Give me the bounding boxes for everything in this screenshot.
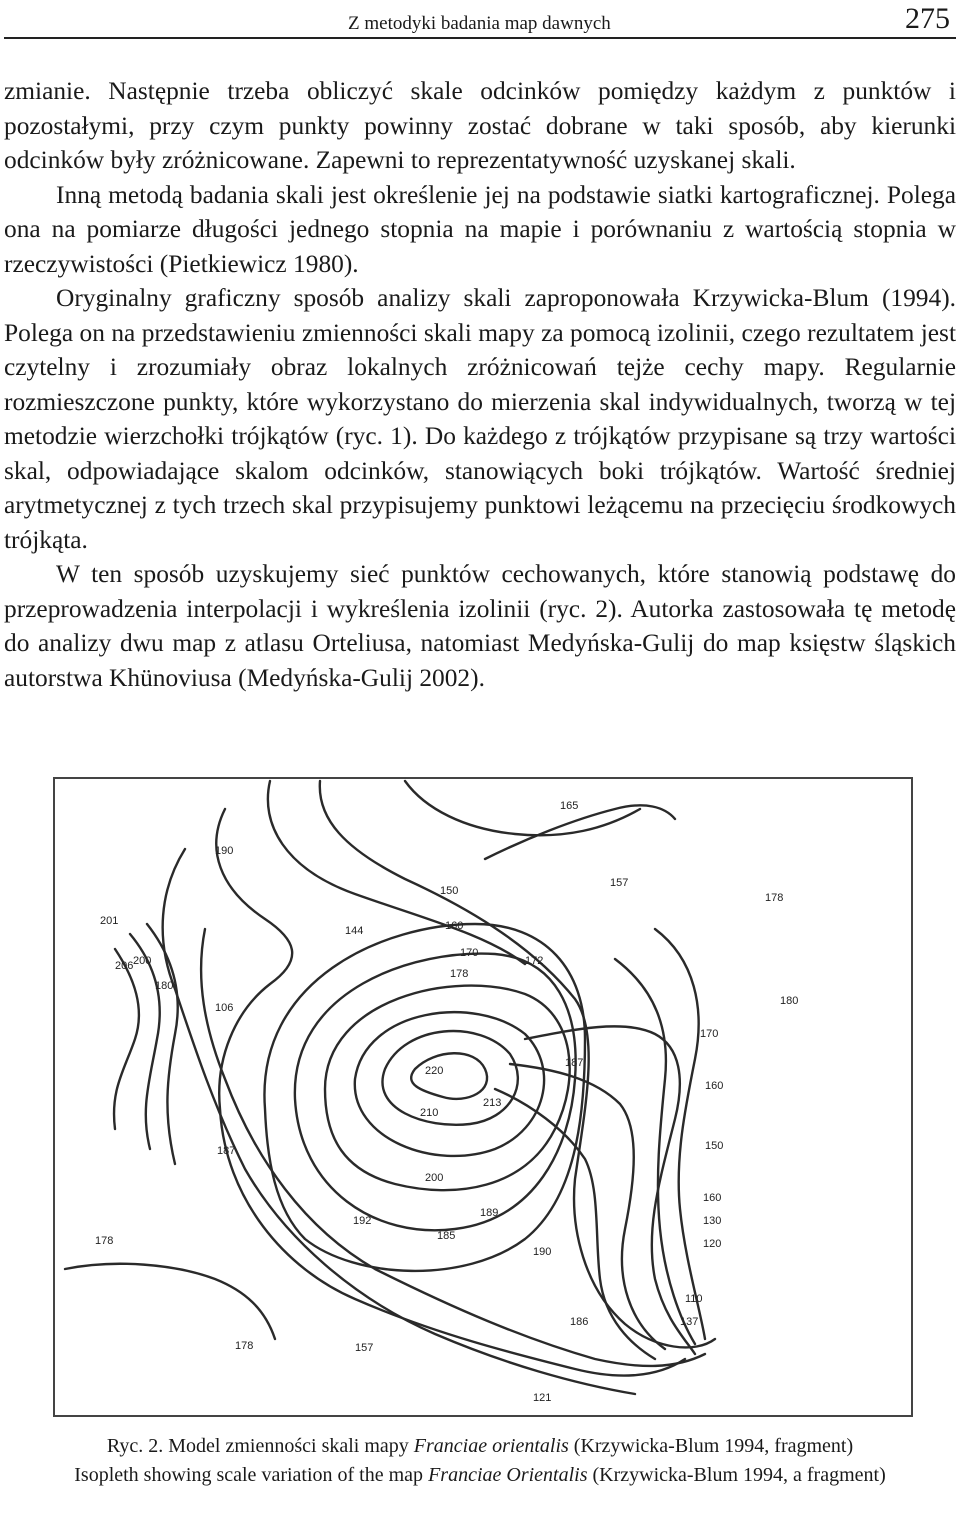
- isoline-right-2: [510, 1064, 665, 1349]
- isoline-ring-4: [325, 986, 570, 1191]
- isoline-right-1: [525, 1026, 695, 1354]
- paragraph-2: Inną metodą badania skali jest określenie jej na podstawie siatki kartograficznej. Polega ona na pomiarze długości jednego stopnia na mapie i porównaniu z wartością stopnia w rzeczywistości (Pietkiewicz 1980).: [4, 180, 956, 278]
- point-label: 190: [533, 1246, 552, 1258]
- caption-english-suffix: (Krzywicka-Blum 1994, a fragment): [587, 1463, 886, 1486]
- caption-polish-suffix: (Krzywicka-Blum 1994, fragment): [568, 1435, 854, 1457]
- isopleth-map: [55, 779, 911, 1415]
- point-label: 189: [480, 1207, 499, 1219]
- point-label: 178: [95, 1235, 114, 1247]
- paragraph-4: W ten sposób uzyskujemy sieć punktów cechowanych, które stanowią podstawę do przeprowadzenia interpolacji i wykreślenia izolinii (ryc. 2). Autorka zastosowała tę metodę do analizy dwu map z atlasu Orteliusa, natomiast Medyńska-Gulij do map księstw śląskich autorstwa Khünoviusa (Medyńska-Gulij 2002).: [4, 560, 956, 692]
- point-label: 157: [355, 1342, 374, 1354]
- caption-english-prefix: Isopleth showing scale variation of the map: [74, 1463, 429, 1486]
- point-label: 190: [215, 845, 234, 857]
- isoline-ring-2: [382, 1031, 517, 1125]
- page-number: 275: [905, 2, 950, 35]
- isopleth-map-figure: [53, 777, 913, 1417]
- body-text: [4, 74, 956, 695]
- isoline-ring-6: [264, 924, 585, 1271]
- point-label: 200: [425, 1172, 444, 1184]
- isoline-left-4: [65, 1264, 275, 1339]
- caption-polish-map-title: Franciae orientalis: [413, 1435, 569, 1457]
- isoline-right-4: [655, 929, 705, 1339]
- point-label: 178: [765, 892, 784, 904]
- isoline-right-5: [615, 959, 695, 1344]
- point-label: 178: [235, 1340, 254, 1352]
- point-label: 160: [703, 1192, 722, 1204]
- page-header: [0, 0, 960, 42]
- isoline-ring-1: [411, 1053, 487, 1099]
- running-title: Z metodyki badania map dawnych: [348, 13, 611, 34]
- point-label: 200: [133, 955, 152, 967]
- isoline-upper-2: [405, 781, 640, 835]
- figure-captions: [0, 1432, 960, 1489]
- point-label: 180: [155, 980, 174, 992]
- point-label: 170: [700, 1028, 719, 1040]
- point-label: 106: [215, 1002, 234, 1014]
- point-label: 150: [705, 1140, 724, 1152]
- point-label: 185: [437, 1230, 456, 1242]
- point-label: 178: [450, 968, 469, 980]
- isoline-left-3: [147, 924, 178, 1164]
- point-label: 120: [703, 1238, 722, 1250]
- point-label: 201: [100, 915, 119, 927]
- caption-english: [0, 1461, 960, 1490]
- point-label: 160: [705, 1080, 724, 1092]
- point-label: 110: [685, 1293, 703, 1305]
- isolines: [65, 781, 715, 1394]
- scale-point-labels: [95, 800, 798, 1404]
- point-label: 187: [565, 1057, 584, 1069]
- point-label: 187: [217, 1145, 236, 1157]
- point-label: 186: [570, 1316, 589, 1328]
- header-rule: [4, 37, 956, 39]
- point-label: 210: [420, 1107, 439, 1119]
- point-label: 130: [703, 1215, 722, 1227]
- point-label: 192: [353, 1215, 372, 1227]
- paragraph-1: zmianie. Następnie trzeba obliczyć skale odcinków pomiędzy każdym z punktów i pozostałymi, przy czym punkty powinny zostać dobrane w taki sposób, aby kierunki odcinków były zróżnicowane. Zapewni to reprezentatywność uzyskanej skali.: [4, 77, 956, 174]
- point-label: 172: [525, 955, 544, 967]
- point-label: 150: [440, 885, 459, 897]
- caption-polish-prefix: Ryc. 2. Model zmienności skali mapy: [106, 1435, 414, 1457]
- point-label: 144: [345, 925, 364, 937]
- isoline-ring-5: [295, 954, 576, 1231]
- point-label: 121: [533, 1392, 552, 1404]
- point-label: 206: [115, 960, 134, 972]
- isoline-left-1: [114, 949, 139, 1129]
- isoline-long-5: [163, 849, 635, 1394]
- point-label: 180: [780, 995, 799, 1007]
- caption-english-map-title: Franciae Orientalis: [428, 1463, 588, 1486]
- point-label: 160: [445, 920, 464, 932]
- point-label: 213: [483, 1097, 502, 1109]
- point-label: 170: [460, 947, 479, 959]
- point-label: 220: [425, 1065, 444, 1077]
- point-label: 157: [610, 877, 629, 889]
- paragraph-3: Oryginalny graficzny sposób analizy skali zaproponowała Krzywicka-Blum (1994). Polega on na przedstawieniu zmienności skali mapy za pomocą izolinii, czego rezultatem jest czytelny i zrozumiały obraz lokalnych zróżnicowań tejże cechy mapy. Regularnie rozmieszczone punkty, które wykorzystano do mierzenia skal indywidualnych, tworzą w tej metodzie wierzchołki trójkątów (ryc. 1). Do każdego z trójkątów przypisane są trzy wartości skal, odpowiadające skalom odcinków, stanowiących boki trójkątów. Wartość średniej arytmetycznej z tych trzech skal przypisujemy punktowi leżącemu na przecięciu środkowych trójkąta.: [4, 284, 956, 554]
- point-label: 165: [560, 800, 579, 812]
- caption-polish: [0, 1432, 960, 1461]
- point-label: 137: [680, 1316, 699, 1328]
